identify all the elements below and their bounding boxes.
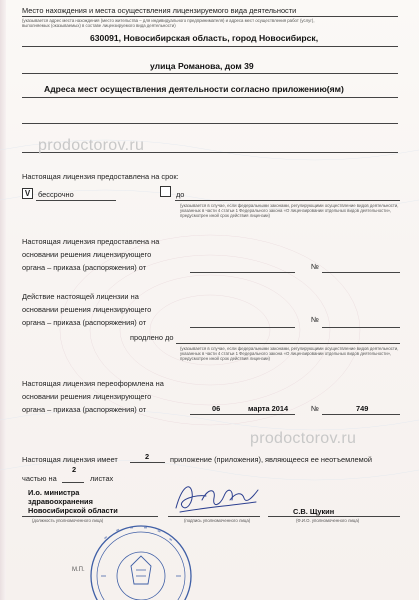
appendix-text-before: Настоящая лицензия имеет xyxy=(22,455,118,464)
unlimited-option-label: бессрочно xyxy=(38,190,74,199)
appendix-sheets: 2 xyxy=(72,465,77,474)
position-line-2: здравоохранения xyxy=(28,497,93,506)
unlimited-checkbox[interactable]: V xyxy=(22,188,33,199)
reissued-line-2: основании решения лицензирующего xyxy=(22,392,152,401)
extended-line-1: Действие настоящей лицензии на xyxy=(22,292,139,301)
signatory-name: С.В. Щукин xyxy=(293,507,335,516)
extended-number-rule xyxy=(322,327,400,328)
extended-note-1: (указывается в случае, если федеральными законами, регулирующими осуществление видов деятельности, xyxy=(180,346,399,351)
position-caption: (должность уполномоченного лица) xyxy=(32,518,104,523)
appendix-sheets-rule xyxy=(62,482,84,483)
reissued-month-year: марта 2014 xyxy=(248,404,289,413)
handwritten-signature xyxy=(172,478,262,518)
granted-number-label: № xyxy=(311,262,319,271)
watermark-top: prodoctorov.ru xyxy=(38,137,145,154)
granted-line-1: Настоящая лицензия предоставлена на xyxy=(22,237,160,246)
official-seal xyxy=(86,518,196,600)
header-note-2: выполняемых (оказываемых) в составе лицензируемого вида деятельности) xyxy=(22,23,176,28)
appendix-sheets-label: листах xyxy=(90,474,114,483)
extended-until-rule xyxy=(176,343,400,344)
appendix-text-after: приложение (приложения), являющееся ее неотъемлемой xyxy=(170,455,372,464)
address-rule-3 xyxy=(22,97,398,98)
appendix-part-label: частью на xyxy=(22,474,57,483)
position-line-3: Новосибирской области xyxy=(28,506,118,515)
reissued-day: 06 xyxy=(212,404,221,413)
term-note-1: (указывается в случае, если федеральными законами, регулирующими осуществление видов деятельности, xyxy=(180,203,399,208)
appendix-count-rule xyxy=(130,462,165,463)
extended-note-2: указанных в части 4 статьи 1 Федерального закона «О лицензировании отдельных видов деятельности», xyxy=(180,351,392,356)
reissued-number: 749 xyxy=(356,404,369,413)
until-checkbox[interactable] xyxy=(160,186,171,197)
extended-number-label: № xyxy=(311,315,319,324)
term-label: Настоящая лицензия предоставлена на срок: xyxy=(22,172,179,181)
position-line-1: И.о. министра xyxy=(28,488,80,497)
unlimited-rule xyxy=(36,200,116,201)
extended-line-3: органа – приказа (распоряжения) от xyxy=(22,318,147,327)
header-rule xyxy=(22,16,398,17)
appendix-count: 2 xyxy=(145,452,150,461)
until-rule xyxy=(175,200,400,201)
header-note-1: (указывается адрес места нахождения (место жительства – для индивидуального предпринимателя) и адреса мест осуществления работ (услуг), xyxy=(22,18,315,23)
extended-note-3: предусмотрен иной срок действия лицензии) xyxy=(180,356,270,361)
reissued-date-rule xyxy=(190,414,295,415)
reissued-number-rule xyxy=(322,414,400,415)
reissued-number-label: № xyxy=(311,404,319,413)
granted-number-rule xyxy=(322,272,400,273)
address-line-1: 630091, Новосибирская область, город Новосибирск, xyxy=(90,33,319,43)
until-option-label: до xyxy=(176,190,185,199)
address-line-3: Адреса мест осуществления деятельности согласно приложению(ям) xyxy=(44,84,344,94)
extended-until-label: продлено до xyxy=(130,333,174,342)
name-caption: (Ф.И.О. уполномоченного лица) xyxy=(296,518,360,523)
reissued-line-1: Настоящая лицензия переоформлена на xyxy=(22,379,164,388)
address-rule-4 xyxy=(22,123,398,124)
term-note-2: указанных в части 4 статьи 1 Федерального закона «О лицензировании отдельных видов деятельности», xyxy=(180,208,392,213)
address-rule-1 xyxy=(22,46,398,47)
reissued-line-3: органа – приказа (распоряжения) от xyxy=(22,405,147,414)
extended-date-rule xyxy=(190,327,295,328)
left-edge-stripe xyxy=(0,0,6,600)
header-title: Место нахождения и места осуществления лицензируемого вида деятельности xyxy=(22,6,297,15)
stamp-label: М.П. xyxy=(72,567,85,573)
term-note-3: предусмотрен иной срок действия лицензии) xyxy=(180,213,270,218)
extended-line-2: основании решения лицензирующего xyxy=(22,305,152,314)
address-rule-2 xyxy=(22,73,398,74)
granted-line-3: органа – приказа (распоряжения) от xyxy=(22,263,147,272)
position-rule xyxy=(22,516,158,517)
granted-date-rule xyxy=(190,272,295,273)
watermark-bottom: prodoctorov.ru xyxy=(250,430,357,447)
address-line-2: улица Романова, дом 39 xyxy=(150,61,254,71)
granted-line-2: основании решения лицензирующего xyxy=(22,250,152,259)
name-rule xyxy=(268,516,400,517)
signature-caption: (подпись уполномоченного лица) xyxy=(184,518,251,523)
